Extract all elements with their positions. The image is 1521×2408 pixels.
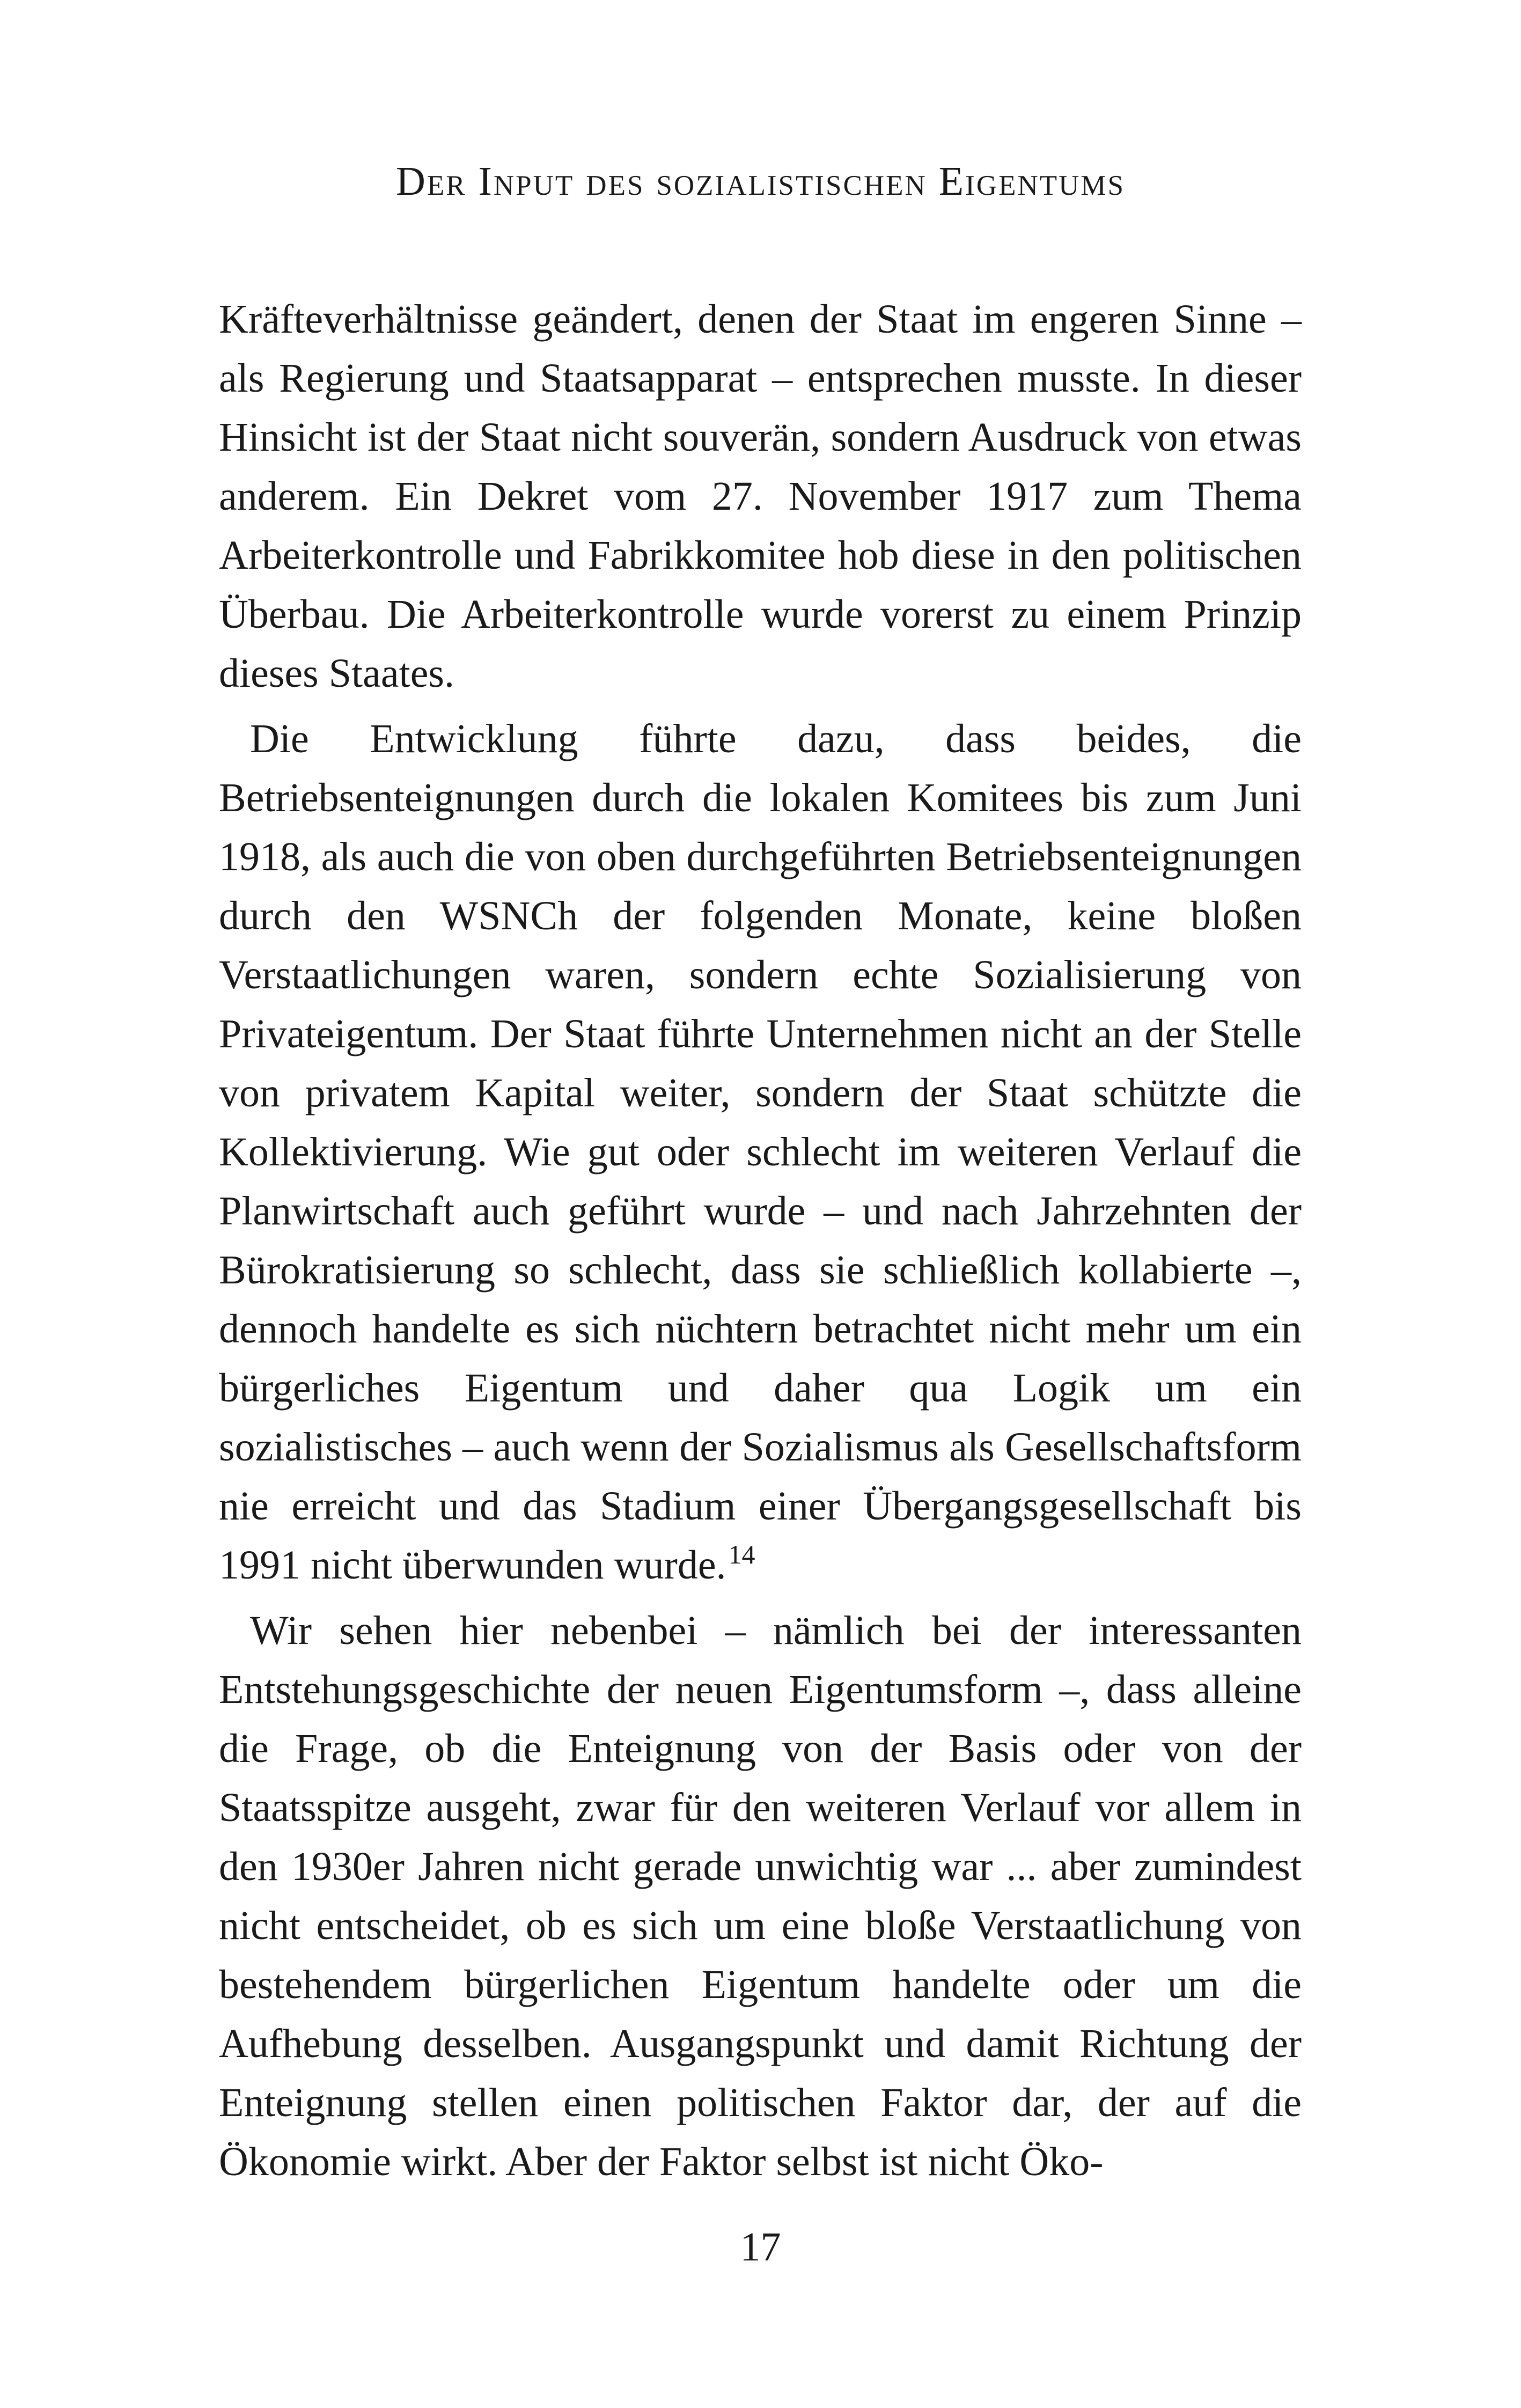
page-number: 17 <box>740 2225 781 2270</box>
paragraph-3 <box>219 1601 1302 2191</box>
footnote-reference[interactable]: 14 <box>728 1539 755 1569</box>
paragraph-1-text: Kräfteverhältnisse geändert, denen der Staat im engeren Sinne – als Regierung und Staatsapparat – entsprechen musste. In dieser Hinsicht ist der Staat nicht souverän, sondern Ausdruck von etwas anderem. Ein Dekret vom 27. November 1917 zum Thema Arbeiterkontrolle und Fabrikkomitee hob diese in den politischen Überbau. Die Arbeiterkontrolle wurde vorerst zu einem Prinzip dieses Staates. <box>219 297 1302 696</box>
paragraph-1 <box>219 290 1302 703</box>
running-head: Der Input des sozialistischen Eigentums <box>395 159 1126 204</box>
paragraph-3-text: Wir sehen hier nebenbei – nämlich bei der interessanten Entstehungsgeschichte der neuen Eigentumsform –, dass alleine die Frage, ob die Enteignung von der Basis oder von der Staatsspitze ausgeht, zwar für den weiteren Verlauf vor allem in den 1930er Jahren nicht gerade unwichtig war ... aber zumindest nicht entscheidet, ob es sich um eine bloße Verstaatlichung von bestehendem bürgerlichen Eigentum handelte oder um die Aufhebung desselben. Ausgangspunkt und damit Richtung der Enteignung stellen einen politischen Faktor dar, der auf die Ökonomie wirkt. Aber der Faktor selbst ist nicht Öko- <box>219 1608 1302 2184</box>
paragraph-2-text: Die Entwicklung führte dazu, dass beides, die Betriebsenteignungen durch die lokalen Komitees bis zum Juni 1918, als auch die von oben durchgeführten Betriebsenteignungen durch den WSNCh der folgenden Monate, keine bloßen Verstaatlichungen waren, sondern echte Sozialisierung von Privateigentum. Der Staat führte Unternehmen nicht an der Stelle von privatem Kapital weiter, sondern der Staat schützte die Kollektivierung. Wie gut oder schlecht im weiteren Verlauf die Planwirtschaft auch geführt wurde – und nach Jahrzehnten der Bürokratisierung so schlecht, dass sie schließlich kollabierte –, dennoch handelte es sich nüchtern betrachtet nicht mehr um ein bürgerliches Eigentum und daher qua Logik um ein sozialistisches – auch wenn der Sozialismus als Gesellschaftsform nie erreicht und das Stadium einer Übergangsgesellschaft bis 1991 nicht überwunden wurde. <box>219 716 1302 1588</box>
paragraph-2 <box>219 709 1302 1595</box>
body-text <box>219 290 1302 2191</box>
